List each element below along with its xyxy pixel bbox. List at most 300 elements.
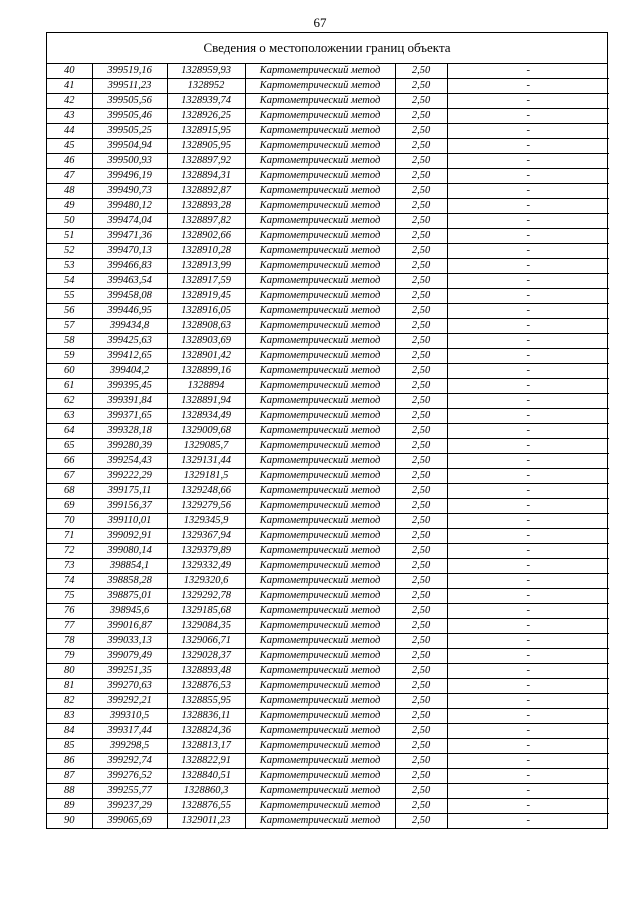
y-coordinate-cell: 1328897,92 (167, 154, 245, 169)
y-coordinate-cell: 1328959,93 (167, 64, 245, 79)
method-cell: Картометрический метод (245, 259, 395, 274)
point-number-cell: 88 (47, 784, 92, 799)
point-number-cell: 56 (47, 304, 92, 319)
note-cell: - (447, 334, 609, 349)
point-number-cell: 83 (47, 709, 92, 724)
table-row (47, 319, 609, 334)
note-cell: - (447, 574, 609, 589)
x-coordinate-cell: 399466,83 (92, 259, 167, 274)
accuracy-cell: 2,50 (395, 619, 447, 634)
method-cell: Картометрический метод (245, 184, 395, 199)
table-row (47, 259, 609, 274)
x-coordinate-cell: 399511,23 (92, 79, 167, 94)
x-coordinate-cell: 399505,46 (92, 109, 167, 124)
table-row (47, 619, 609, 634)
point-number-cell: 50 (47, 214, 92, 229)
point-number-cell: 90 (47, 814, 92, 829)
accuracy-cell: 2,50 (395, 319, 447, 334)
y-coordinate-cell: 1328926,25 (167, 109, 245, 124)
table-row (47, 649, 609, 664)
note-cell: - (447, 154, 609, 169)
y-coordinate-cell: 1328939,74 (167, 94, 245, 109)
x-coordinate-cell: 399310,5 (92, 709, 167, 724)
y-coordinate-cell: 1329248,66 (167, 484, 245, 499)
note-cell: - (447, 169, 609, 184)
point-number-cell: 40 (47, 64, 92, 79)
accuracy-cell: 2,50 (395, 559, 447, 574)
note-cell: - (447, 754, 609, 769)
accuracy-cell: 2,50 (395, 424, 447, 439)
y-coordinate-cell: 1328894,31 (167, 169, 245, 184)
method-cell: Картометрический метод (245, 364, 395, 379)
table-row (47, 79, 609, 94)
note-cell: - (447, 499, 609, 514)
y-coordinate-cell: 1329011,23 (167, 814, 245, 829)
y-coordinate-cell: 1328860,3 (167, 784, 245, 799)
note-cell: - (447, 94, 609, 109)
y-coordinate-cell: 1329367,94 (167, 529, 245, 544)
x-coordinate-cell: 399175,11 (92, 484, 167, 499)
method-cell: Картометрический метод (245, 739, 395, 754)
x-coordinate-cell: 399500,93 (92, 154, 167, 169)
point-number-cell: 62 (47, 394, 92, 409)
method-cell: Картометрический метод (245, 724, 395, 739)
note-cell: - (447, 664, 609, 679)
point-number-cell: 55 (47, 289, 92, 304)
point-number-cell: 52 (47, 244, 92, 259)
table-row (47, 124, 609, 139)
table-row (47, 304, 609, 319)
x-coordinate-cell: 399519,16 (92, 64, 167, 79)
x-coordinate-cell: 399080,14 (92, 544, 167, 559)
point-number-cell: 78 (47, 634, 92, 649)
method-cell: Картометрический метод (245, 154, 395, 169)
table-row (47, 379, 609, 394)
table-row (47, 589, 609, 604)
x-coordinate-cell: 399251,35 (92, 664, 167, 679)
accuracy-cell: 2,50 (395, 649, 447, 664)
x-coordinate-cell: 399328,18 (92, 424, 167, 439)
method-cell: Картометрический метод (245, 574, 395, 589)
method-cell: Картометрический метод (245, 289, 395, 304)
method-cell: Картометрический метод (245, 769, 395, 784)
y-coordinate-cell: 1328905,95 (167, 139, 245, 154)
x-coordinate-cell: 399463,54 (92, 274, 167, 289)
point-number-cell: 47 (47, 169, 92, 184)
point-number-cell: 60 (47, 364, 92, 379)
table-row (47, 64, 609, 79)
point-number-cell: 71 (47, 529, 92, 544)
method-cell: Картометрический метод (245, 529, 395, 544)
note-cell: - (447, 484, 609, 499)
y-coordinate-cell: 1329379,89 (167, 544, 245, 559)
accuracy-cell: 2,50 (395, 304, 447, 319)
point-number-cell: 85 (47, 739, 92, 754)
x-coordinate-cell: 399270,63 (92, 679, 167, 694)
accuracy-cell: 2,50 (395, 769, 447, 784)
method-cell: Картометрический метод (245, 649, 395, 664)
note-cell: - (447, 739, 609, 754)
x-coordinate-cell: 399434,8 (92, 319, 167, 334)
table-row (47, 769, 609, 784)
y-coordinate-cell: 1329066,71 (167, 634, 245, 649)
table-row (47, 349, 609, 364)
note-cell: - (447, 214, 609, 229)
table-row (47, 529, 609, 544)
note-cell: - (447, 769, 609, 784)
table-row (47, 214, 609, 229)
method-cell: Картометрический метод (245, 214, 395, 229)
table-row (47, 184, 609, 199)
point-number-cell: 82 (47, 694, 92, 709)
table-row (47, 514, 609, 529)
accuracy-cell: 2,50 (395, 469, 447, 484)
note-cell: - (447, 79, 609, 94)
method-cell: Картометрический метод (245, 229, 395, 244)
x-coordinate-cell: 399471,36 (92, 229, 167, 244)
x-coordinate-cell: 399254,43 (92, 454, 167, 469)
note-cell: - (447, 64, 609, 79)
y-coordinate-cell: 1328910,28 (167, 244, 245, 259)
table-row (47, 94, 609, 109)
method-cell: Картометрический метод (245, 424, 395, 439)
point-number-cell: 84 (47, 724, 92, 739)
accuracy-cell: 2,50 (395, 454, 447, 469)
y-coordinate-cell: 1328876,55 (167, 799, 245, 814)
x-coordinate-cell: 398945,6 (92, 604, 167, 619)
point-number-cell: 75 (47, 589, 92, 604)
method-cell: Картометрический метод (245, 634, 395, 649)
x-coordinate-cell: 399317,44 (92, 724, 167, 739)
table-row (47, 574, 609, 589)
note-cell: - (447, 319, 609, 334)
point-number-cell: 51 (47, 229, 92, 244)
accuracy-cell: 2,50 (395, 154, 447, 169)
table-row (47, 754, 609, 769)
x-coordinate-cell: 399033,13 (92, 634, 167, 649)
accuracy-cell: 2,50 (395, 739, 447, 754)
table-row (47, 469, 609, 484)
x-coordinate-cell: 399276,52 (92, 769, 167, 784)
method-cell: Картометрический метод (245, 499, 395, 514)
x-coordinate-cell: 399474,04 (92, 214, 167, 229)
note-cell: - (447, 274, 609, 289)
note-cell: - (447, 304, 609, 319)
point-number-cell: 67 (47, 469, 92, 484)
accuracy-cell: 2,50 (395, 574, 447, 589)
note-cell: - (447, 364, 609, 379)
x-coordinate-cell: 399110,01 (92, 514, 167, 529)
point-number-cell: 49 (47, 199, 92, 214)
y-coordinate-cell: 1329085,7 (167, 439, 245, 454)
y-coordinate-cell: 1328917,59 (167, 274, 245, 289)
table-row (47, 634, 609, 649)
point-number-cell: 72 (47, 544, 92, 559)
table-row (47, 229, 609, 244)
point-number-cell: 64 (47, 424, 92, 439)
accuracy-cell: 2,50 (395, 379, 447, 394)
table-row (47, 394, 609, 409)
point-number-cell: 45 (47, 139, 92, 154)
y-coordinate-cell: 1329028,37 (167, 649, 245, 664)
note-cell: - (447, 649, 609, 664)
method-cell: Картометрический метод (245, 94, 395, 109)
x-coordinate-cell: 399425,63 (92, 334, 167, 349)
accuracy-cell: 2,50 (395, 589, 447, 604)
method-cell: Картометрический метод (245, 604, 395, 619)
y-coordinate-cell: 1328916,05 (167, 304, 245, 319)
point-number-cell: 73 (47, 559, 92, 574)
table-row (47, 199, 609, 214)
note-cell: - (447, 184, 609, 199)
accuracy-cell: 2,50 (395, 94, 447, 109)
point-number-cell: 79 (47, 649, 92, 664)
x-coordinate-cell: 399292,74 (92, 754, 167, 769)
accuracy-cell: 2,50 (395, 334, 447, 349)
accuracy-cell: 2,50 (395, 64, 447, 79)
y-coordinate-cell: 1328893,48 (167, 664, 245, 679)
x-coordinate-cell: 399371,65 (92, 409, 167, 424)
y-coordinate-cell: 1329320,6 (167, 574, 245, 589)
method-cell: Картометрический метод (245, 139, 395, 154)
point-number-cell: 53 (47, 259, 92, 274)
method-cell: Картометрический метод (245, 244, 395, 259)
note-cell: - (447, 289, 609, 304)
method-cell: Картометрический метод (245, 304, 395, 319)
accuracy-cell: 2,50 (395, 814, 447, 829)
accuracy-cell: 2,50 (395, 664, 447, 679)
method-cell: Картометрический метод (245, 109, 395, 124)
point-number-cell: 70 (47, 514, 92, 529)
x-coordinate-cell: 399237,29 (92, 799, 167, 814)
table-row (47, 784, 609, 799)
y-coordinate-cell: 1329345,9 (167, 514, 245, 529)
accuracy-cell: 2,50 (395, 409, 447, 424)
method-cell: Картометрический метод (245, 559, 395, 574)
note-cell: - (447, 784, 609, 799)
x-coordinate-cell: 399280,39 (92, 439, 167, 454)
method-cell: Картометрический метод (245, 754, 395, 769)
note-cell: - (447, 379, 609, 394)
note-cell: - (447, 469, 609, 484)
method-cell: Картометрический метод (245, 619, 395, 634)
method-cell: Картометрический метод (245, 664, 395, 679)
y-coordinate-cell: 1328840,51 (167, 769, 245, 784)
y-coordinate-cell: 1329332,49 (167, 559, 245, 574)
accuracy-cell: 2,50 (395, 349, 447, 364)
x-coordinate-cell: 399480,12 (92, 199, 167, 214)
note-cell: - (447, 139, 609, 154)
x-coordinate-cell: 398854,1 (92, 559, 167, 574)
point-number-cell: 89 (47, 799, 92, 814)
accuracy-cell: 2,50 (395, 184, 447, 199)
method-cell: Картометрический метод (245, 349, 395, 364)
note-cell: - (447, 709, 609, 724)
method-cell: Картометрический метод (245, 199, 395, 214)
point-number-cell: 77 (47, 619, 92, 634)
y-coordinate-cell: 1329185,68 (167, 604, 245, 619)
method-cell: Картометрический метод (245, 799, 395, 814)
method-cell: Картометрический метод (245, 814, 395, 829)
x-coordinate-cell: 399496,19 (92, 169, 167, 184)
point-number-cell: 74 (47, 574, 92, 589)
table-row (47, 454, 609, 469)
point-number-cell: 65 (47, 439, 92, 454)
method-cell: Картометрический метод (245, 64, 395, 79)
note-cell: - (526, 815, 530, 827)
x-coordinate-cell: 399470,13 (92, 244, 167, 259)
accuracy-cell: 2,50 (395, 529, 447, 544)
y-coordinate-cell: 1328913,99 (167, 259, 245, 274)
note-cell: - (447, 679, 609, 694)
method-cell: Картометрический метод (245, 409, 395, 424)
table-row (47, 559, 609, 574)
accuracy-cell: 2,50 (395, 229, 447, 244)
method-cell: Картометрический метод (245, 514, 395, 529)
point-number-cell: 69 (47, 499, 92, 514)
point-number-cell: 44 (47, 124, 92, 139)
table-row (47, 679, 609, 694)
point-number-cell: 81 (47, 679, 92, 694)
accuracy-cell: 2,50 (395, 109, 447, 124)
note-cell: - (447, 634, 609, 649)
sheet-title: Сведения о местоположении границ объекта (47, 33, 607, 64)
y-coordinate-cell: 1328919,45 (167, 289, 245, 304)
accuracy-cell: 2,50 (395, 274, 447, 289)
y-coordinate-cell: 1329131,44 (167, 454, 245, 469)
accuracy-cell: 2,50 (395, 214, 447, 229)
point-number-cell: 86 (47, 754, 92, 769)
y-coordinate-cell: 1329292,78 (167, 589, 245, 604)
point-number-cell: 48 (47, 184, 92, 199)
method-cell: Картометрический метод (245, 484, 395, 499)
accuracy-cell: 2,50 (395, 394, 447, 409)
point-number-cell: 58 (47, 334, 92, 349)
table-row (47, 709, 609, 724)
note-cell: - (447, 454, 609, 469)
y-coordinate-cell: 1328876,53 (167, 679, 245, 694)
method-cell: Картометрический метод (245, 589, 395, 604)
note-cell: - (447, 109, 609, 124)
table-row (47, 289, 609, 304)
accuracy-cell: 2,50 (395, 709, 447, 724)
x-coordinate-cell: 399156,37 (92, 499, 167, 514)
table-row (47, 814, 609, 829)
y-coordinate-cell: 1329009,68 (167, 424, 245, 439)
x-coordinate-cell: 399292,21 (92, 694, 167, 709)
accuracy-cell: 2,50 (395, 364, 447, 379)
x-coordinate-cell: 399404,2 (92, 364, 167, 379)
table-row (47, 739, 609, 754)
y-coordinate-cell: 1328893,28 (167, 199, 245, 214)
point-number-cell: 63 (47, 409, 92, 424)
table-row (47, 439, 609, 454)
method-cell: Картометрический метод (245, 469, 395, 484)
accuracy-cell: 2,50 (395, 544, 447, 559)
y-coordinate-cell: 1328891,94 (167, 394, 245, 409)
table-row (47, 484, 609, 499)
note-cell: - (447, 514, 609, 529)
method-cell: Картометрический метод (245, 394, 395, 409)
note-cell: - (447, 694, 609, 709)
method-cell: Картометрический метод (245, 379, 395, 394)
accuracy-cell: 2,50 (395, 484, 447, 499)
x-coordinate-cell: 399065,69 (92, 814, 167, 829)
note-cell: - (447, 799, 609, 814)
coordinates-table-body (47, 64, 609, 828)
note-cell: - (447, 199, 609, 214)
method-cell: Картометрический метод (245, 544, 395, 559)
note-cell: - (447, 439, 609, 454)
y-coordinate-cell: 1328903,69 (167, 334, 245, 349)
point-number-cell: 42 (47, 94, 92, 109)
accuracy-cell: 2,50 (395, 139, 447, 154)
accuracy-cell: 2,50 (395, 169, 447, 184)
note-cell: - (447, 259, 609, 274)
method-cell: Картометрический метод (245, 454, 395, 469)
x-coordinate-cell: 399298,5 (92, 739, 167, 754)
point-number-cell: 59 (47, 349, 92, 364)
accuracy-cell: 2,50 (395, 244, 447, 259)
y-coordinate-cell: 1329279,56 (167, 499, 245, 514)
y-coordinate-cell: 1328902,66 (167, 229, 245, 244)
table-row (47, 664, 609, 679)
note-cell: - (447, 394, 609, 409)
method-cell: Картометрический метод (245, 709, 395, 724)
table-row (47, 724, 609, 739)
x-coordinate-cell: 399391,84 (92, 394, 167, 409)
note-cell: - (447, 124, 609, 139)
method-cell: Картометрический метод (245, 169, 395, 184)
note-cell: - (447, 544, 609, 559)
table-row (47, 334, 609, 349)
y-coordinate-cell: 1328824,36 (167, 724, 245, 739)
point-number-cell: 46 (47, 154, 92, 169)
table-row (47, 499, 609, 514)
point-number-cell: 68 (47, 484, 92, 499)
y-coordinate-cell: 1328892,87 (167, 184, 245, 199)
table-row (47, 799, 609, 814)
accuracy-cell: 2,50 (395, 79, 447, 94)
method-cell: Картометрический метод (245, 274, 395, 289)
table-row (47, 274, 609, 289)
method-cell: Картометрический метод (245, 439, 395, 454)
method-cell: Картометрический метод (245, 319, 395, 334)
x-coordinate-cell: 399458,08 (92, 289, 167, 304)
note-cell: - (447, 424, 609, 439)
table-row (47, 109, 609, 124)
boundary-sheet (46, 32, 608, 829)
accuracy-cell: 2,50 (395, 694, 447, 709)
y-coordinate-cell: 1328822,91 (167, 754, 245, 769)
table-row (47, 544, 609, 559)
table-row (47, 694, 609, 709)
y-coordinate-cell: 1328836,11 (167, 709, 245, 724)
table-row (47, 244, 609, 259)
page-number: 67 (313, 15, 327, 30)
note-cell: - (447, 244, 609, 259)
x-coordinate-cell: 399505,25 (92, 124, 167, 139)
y-coordinate-cell: 1329084,35 (167, 619, 245, 634)
table-row (47, 424, 609, 439)
y-coordinate-cell: 1328908,63 (167, 319, 245, 334)
x-coordinate-cell: 399412,65 (92, 349, 167, 364)
table-row (47, 154, 609, 169)
accuracy-cell: 2,50 (395, 679, 447, 694)
method-cell: Картометрический метод (245, 124, 395, 139)
x-coordinate-cell: 398875,01 (92, 589, 167, 604)
y-coordinate-cell: 1328901,42 (167, 349, 245, 364)
